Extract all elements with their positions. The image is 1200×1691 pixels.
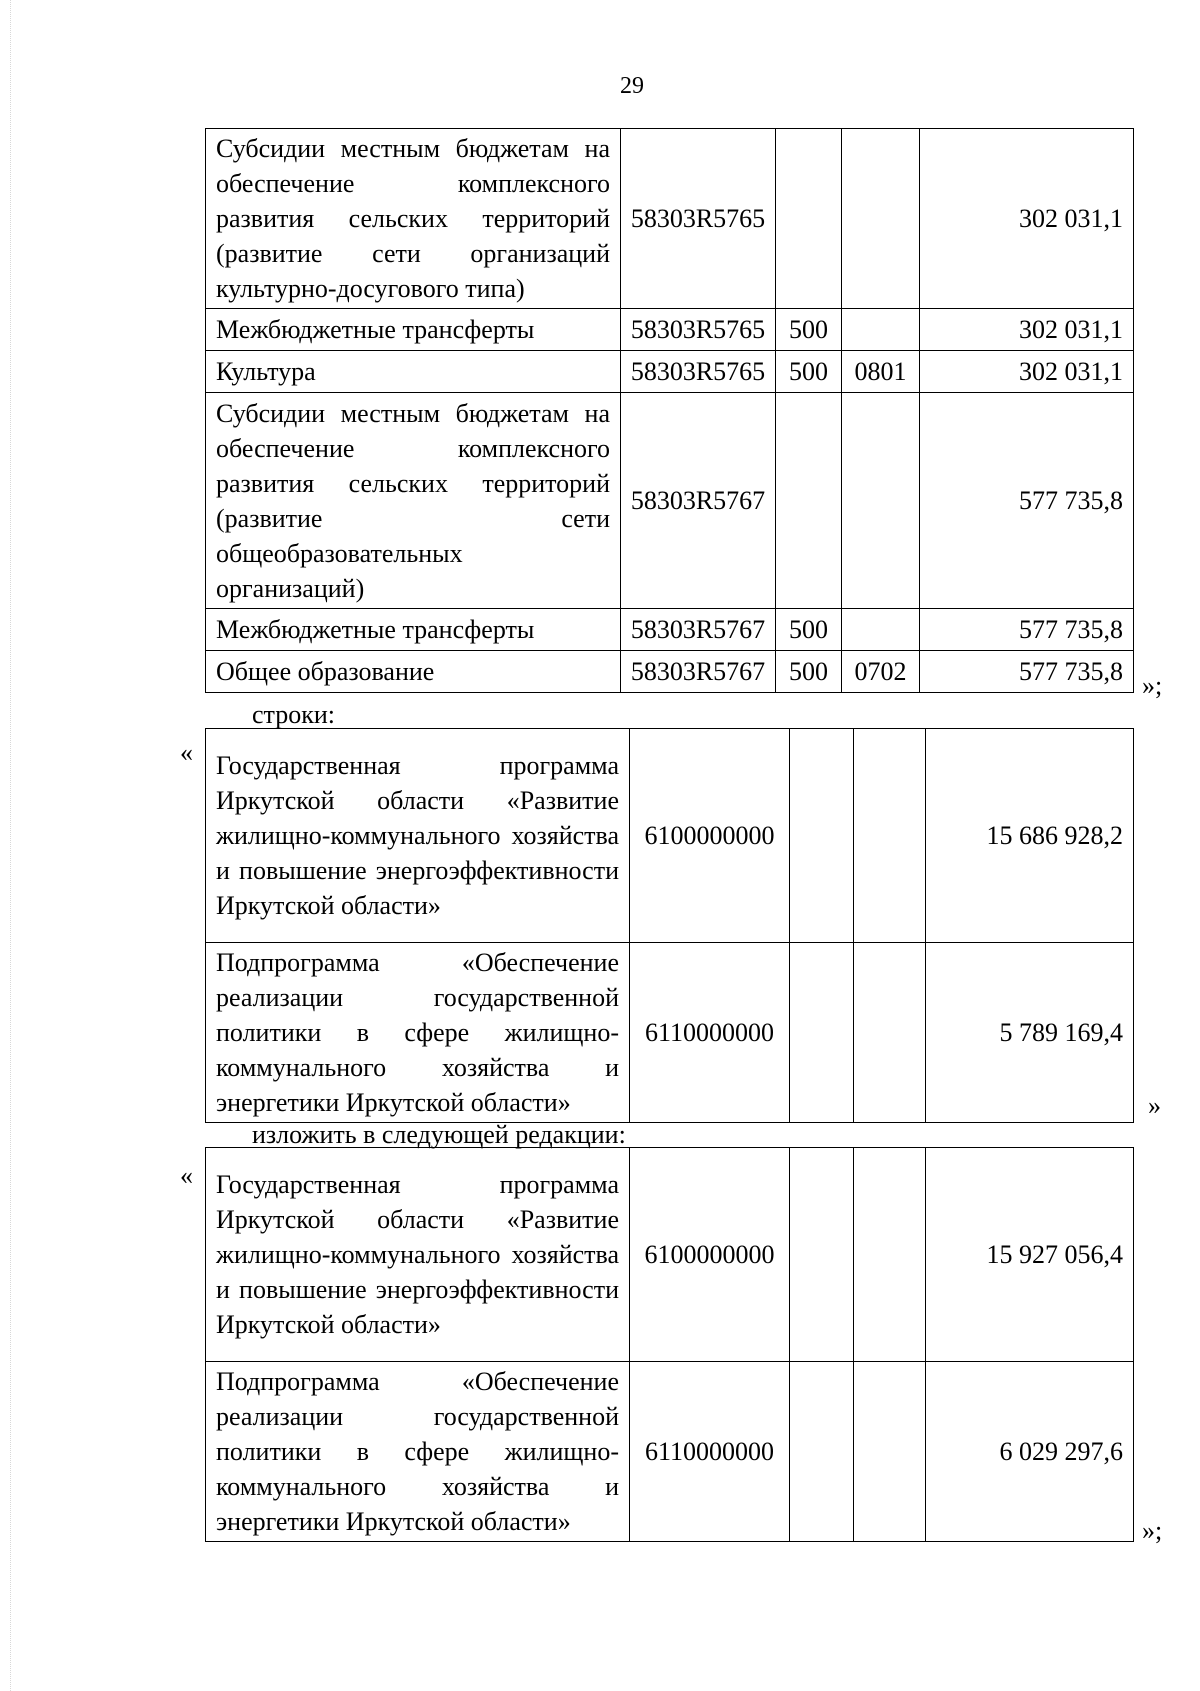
amount: 302 031,1 — [920, 129, 1134, 309]
closing-quote: »; — [1142, 1516, 1163, 1545]
table-row — [206, 309, 1134, 351]
section-code — [842, 129, 920, 309]
table-row — [206, 1362, 1134, 1542]
section-code — [854, 1362, 926, 1542]
expense-type — [790, 943, 854, 1123]
target-code: 58303R5767 — [621, 609, 776, 651]
row-name: Государственная программа Иркутской области «Развитие жилищно-коммунального хозяйства и повышение энергоэффективности Иркутской области» — [206, 1148, 630, 1362]
row-name: Культура — [206, 351, 621, 393]
target-code: 6110000000 — [630, 943, 790, 1123]
table-row — [206, 1148, 1134, 1362]
row-name: Межбюджетные трансферты — [206, 309, 621, 351]
expense-type: 500 — [776, 609, 842, 651]
section-code — [842, 309, 920, 351]
expense-type — [790, 1362, 854, 1542]
amount: 15 686 928,2 — [926, 729, 1134, 943]
target-code: 58303R5765 — [621, 309, 776, 351]
table-row — [206, 729, 1134, 943]
amount: 6 029 297,6 — [926, 1362, 1134, 1542]
amount: 577 735,8 — [920, 393, 1134, 609]
table-row — [206, 943, 1134, 1123]
row-name: Общее образование — [206, 651, 621, 693]
target-code: 58303R5767 — [621, 393, 776, 609]
amount: 302 031,1 — [920, 309, 1134, 351]
section-code: 0702 — [842, 651, 920, 693]
row-name: Подпрограмма «Обеспечение реализации государственной политики в сфере жилищно-коммунального хозяйства и энергетики Иркутской области» — [206, 1362, 630, 1542]
closing-quote: » — [1148, 1091, 1161, 1120]
target-code: 6100000000 — [630, 1148, 790, 1362]
section-code: 0801 — [842, 351, 920, 393]
amount: 577 735,8 — [920, 651, 1134, 693]
budget-table-new — [205, 1147, 1134, 1542]
expense-type — [790, 1148, 854, 1362]
table-row — [206, 351, 1134, 393]
target-code: 6100000000 — [630, 729, 790, 943]
row-name: Межбюджетные трансферты — [206, 609, 621, 651]
amount: 5 789 169,4 — [926, 943, 1134, 1123]
expense-type — [790, 729, 854, 943]
target-code: 58303R5767 — [621, 651, 776, 693]
opening-quote: « — [180, 1161, 193, 1190]
row-name: Субсидии местным бюджетам на обеспечение комплексного развития сельских территорий (развитие сети организаций культурно-досугового типа) — [206, 129, 621, 309]
note-rows: строки: — [252, 700, 335, 729]
target-code: 58303R5765 — [621, 351, 776, 393]
target-code: 58303R5765 — [621, 129, 776, 309]
section-code — [854, 1148, 926, 1362]
section-code — [854, 943, 926, 1123]
opening-quote: « — [180, 738, 193, 767]
row-name: Подпрограмма «Обеспечение реализации государственной политики в сфере жилищно-коммунального хозяйства и энергетики Иркутской области» — [206, 943, 630, 1123]
expense-type: 500 — [776, 351, 842, 393]
section-code — [842, 609, 920, 651]
expense-type — [776, 129, 842, 309]
budget-table-old — [205, 728, 1134, 1123]
target-code: 6110000000 — [630, 1362, 790, 1542]
section-code — [854, 729, 926, 943]
table-row — [206, 609, 1134, 651]
section-code — [842, 393, 920, 609]
amount: 302 031,1 — [920, 351, 1134, 393]
amount: 577 735,8 — [920, 609, 1134, 651]
amount: 15 927 056,4 — [926, 1148, 1134, 1362]
expense-type: 500 — [776, 651, 842, 693]
closing-quote: »; — [1142, 671, 1163, 700]
table-row — [206, 129, 1134, 309]
scan-edge — [0, 0, 11, 1691]
note-edit: изложить в следующей редакции: — [252, 1120, 626, 1149]
budget-table-top — [205, 128, 1134, 693]
expense-type: 500 — [776, 309, 842, 351]
row-name: Государственная программа Иркутской области «Развитие жилищно-коммунального хозяйства и повышение энергоэффективности Иркутской области» — [206, 729, 630, 943]
row-name: Субсидии местным бюджетам на обеспечение комплексного развития сельских территорий (развитие сети общеобразовательных организаций) — [206, 393, 621, 609]
table-row — [206, 651, 1134, 693]
page-number: 29 — [620, 73, 644, 99]
expense-type — [776, 393, 842, 609]
table-row — [206, 393, 1134, 609]
